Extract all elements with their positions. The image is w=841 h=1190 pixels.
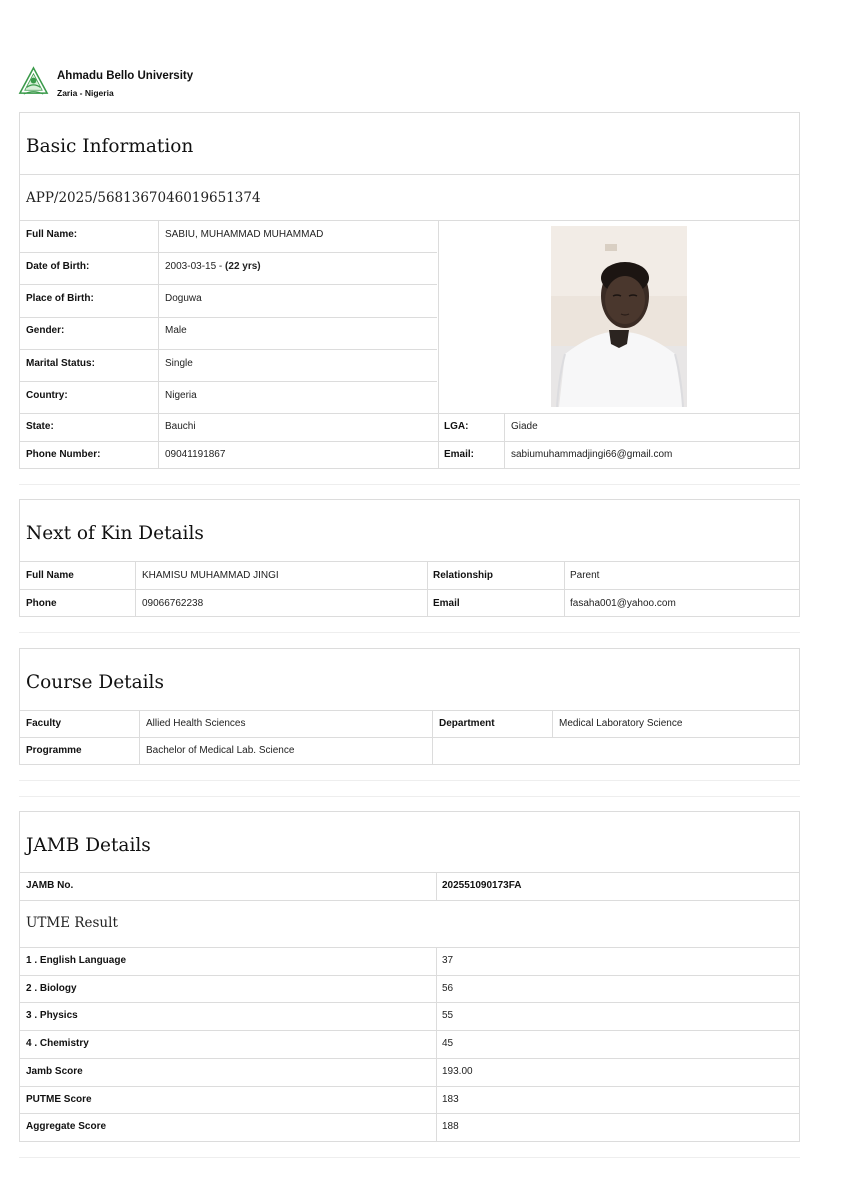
dob-date: 2003-03-15 - <box>165 261 226 272</box>
utme-row-value: 45 <box>442 1038 454 1050</box>
utme-result-title: UTME Result <box>26 915 118 931</box>
dob-label: Date of Birth: <box>26 261 90 272</box>
course-details-card <box>19 648 800 765</box>
utme-row-label: 3 . Physics <box>26 1010 78 1022</box>
university-name: Ahmadu Bello University <box>57 70 194 82</box>
jamb-no-value: 202551090173FA <box>442 880 522 891</box>
utme-row-label: Jamb Score <box>26 1065 83 1077</box>
programme-label: Programme <box>26 745 82 756</box>
faculty-value: Allied Health Sciences <box>146 718 246 729</box>
phone-label: Phone Number: <box>26 449 101 460</box>
phone-value: 09041191867 <box>165 449 226 460</box>
department-label: Department <box>439 718 495 729</box>
marital-status-label: Marital Status: <box>26 358 95 369</box>
application-number: APP/2025/5681367046019651374 <box>26 190 261 206</box>
header <box>18 66 418 98</box>
utme-row-label: 4 . Chemistry <box>26 1038 89 1050</box>
utme-row-value: 193.00 <box>442 1065 473 1077</box>
basic-information-title: Basic Information <box>26 136 194 157</box>
utme-row-value: 188 <box>442 1121 459 1133</box>
email-label: Email: <box>444 449 475 460</box>
utme-row-label: 2 . Biology <box>26 982 77 994</box>
programme-value: Bachelor of Medical Lab. Science <box>146 745 295 756</box>
university-logo <box>18 66 49 97</box>
kin-email-label: Email <box>433 598 460 609</box>
lga-label: LGA: <box>444 421 469 432</box>
marital-status-value: Single <box>165 358 193 369</box>
jamb-details-card <box>19 811 800 1142</box>
dob-value <box>165 261 261 272</box>
utme-row-value: 55 <box>442 1010 454 1022</box>
passport-photo <box>551 226 687 407</box>
utme-row-value: 56 <box>442 982 454 994</box>
kin-phone-value: 09066762238 <box>142 598 204 609</box>
university-location: Zaria - Nigeria <box>57 88 114 98</box>
basic-information-card <box>19 112 800 469</box>
full-name-value: SABIU, MUHAMMAD MUHAMMAD <box>165 229 324 240</box>
state-value: Bauchi <box>165 421 196 432</box>
next-of-kin-title: Next of Kin Details <box>26 523 204 544</box>
kin-relationship-label: Relationship <box>433 570 494 581</box>
utme-row-value: 183 <box>442 1093 459 1105</box>
country-value: Nigeria <box>165 390 197 401</box>
next-of-kin-card <box>19 499 800 617</box>
course-details-title: Course Details <box>26 672 164 693</box>
country-label: Country: <box>26 390 68 401</box>
age-value: (22 yrs) <box>225 261 261 272</box>
kin-email-value: fasaha001@yahoo.com <box>570 598 676 609</box>
department-value: Medical Laboratory Science <box>559 718 683 729</box>
kin-full-name-label: Full Name <box>26 570 74 581</box>
jamb-no-label: JAMB No. <box>26 880 74 891</box>
gender-label: Gender: <box>26 325 65 336</box>
email-value: sabiumuhammadjingi66@gmail.com <box>511 449 673 460</box>
kin-full-name-value: KHAMISU MUHAMMAD JINGI <box>142 570 279 581</box>
utme-row-label: PUTME Score <box>26 1093 92 1105</box>
utme-row-value: 37 <box>442 955 454 966</box>
utme-row-label: 1 . English Language <box>26 955 127 966</box>
faculty-label: Faculty <box>26 718 62 729</box>
state-label: State: <box>26 421 54 432</box>
kin-phone-label: Phone <box>26 598 57 609</box>
full-name-label: Full Name: <box>26 229 78 240</box>
utme-row-label: Aggregate Score <box>26 1121 107 1133</box>
gender-value: Male <box>165 325 187 336</box>
lga-value: Giade <box>511 421 538 432</box>
jamb-details-title: JAMB Details <box>26 835 151 856</box>
pob-label: Place of Birth: <box>26 293 94 304</box>
pob-value: Doguwa <box>165 293 202 304</box>
kin-relationship-value: Parent <box>570 570 600 581</box>
